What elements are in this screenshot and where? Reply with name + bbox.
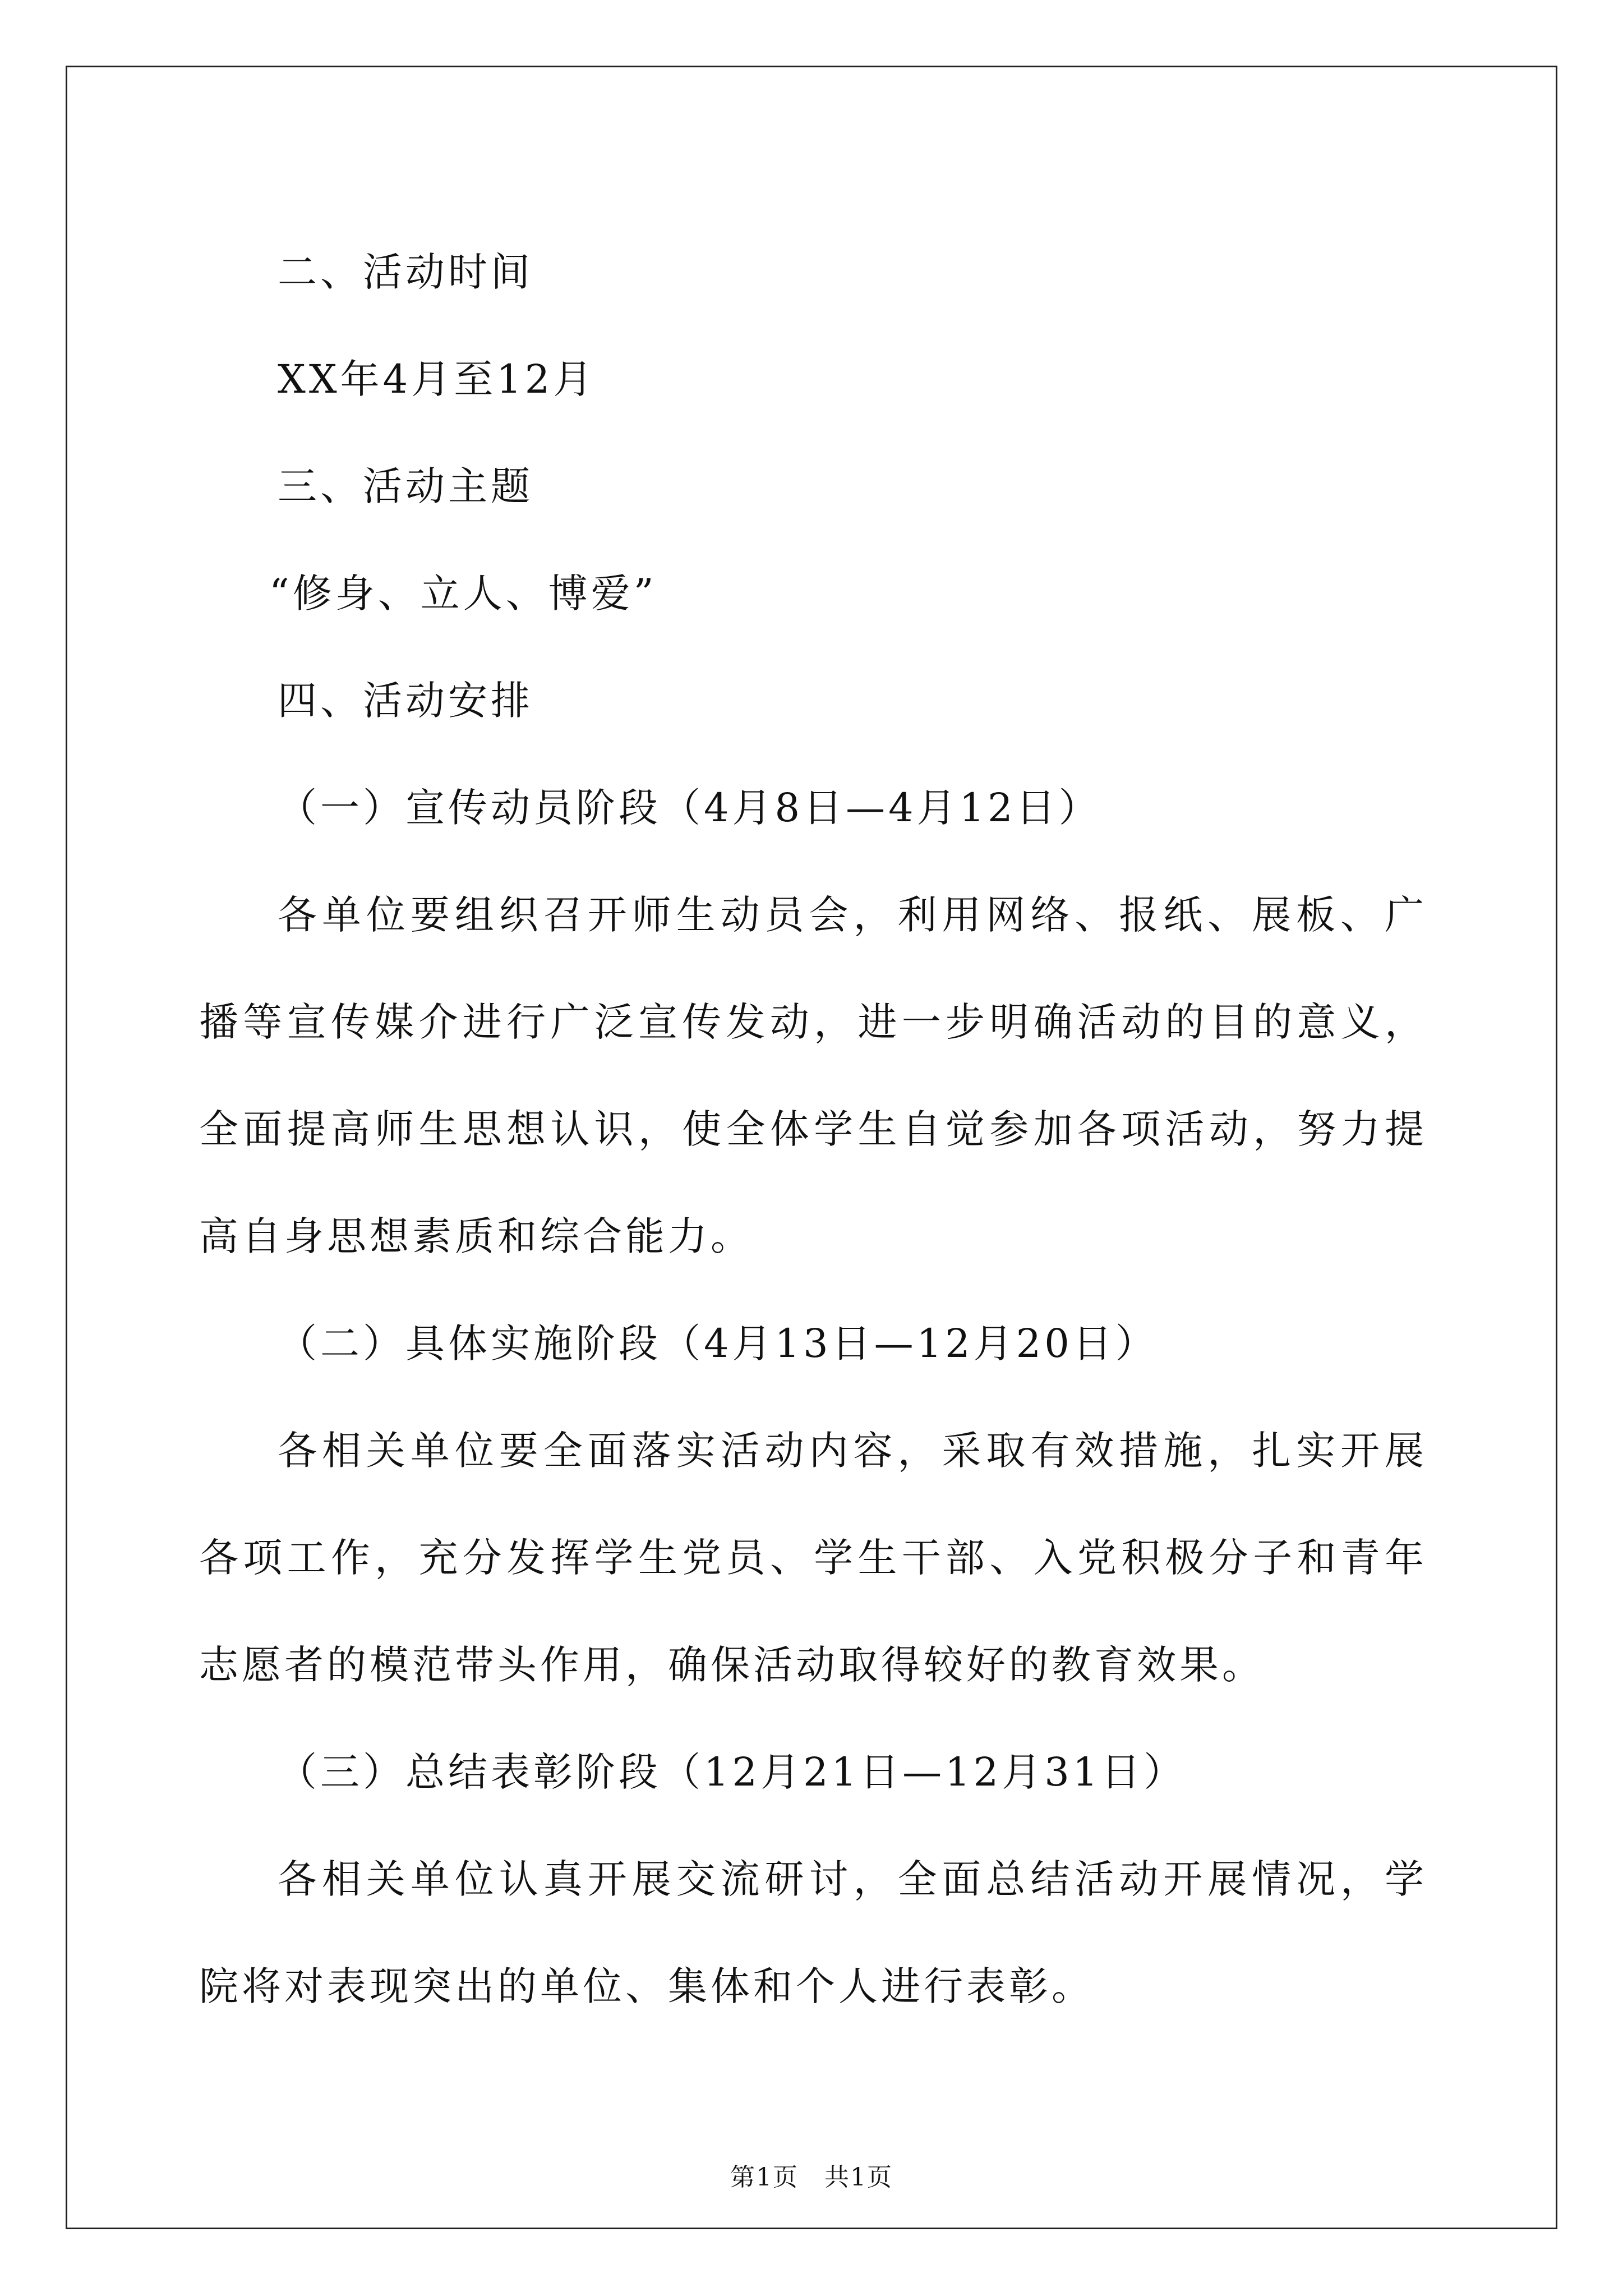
stage-1-paragraph: 各单位要组织召开师生动员会，利用网络、报纸、展板、广播等宣传媒介进行广泛宣传发动，进一步明确活动的目的意义，全面提高师生思想认识，使全体学生自觉参加各项活动，努力提高自身思想素质和综合能力。 — [199, 892, 1427, 1259]
activity-theme-value: “修身、立人、博爱” — [269, 570, 657, 616]
page-footer: 第1页 共1页 — [730, 2163, 893, 2192]
stage-1-heading: （一）宣传动员阶段（4月8日—4月12日） — [278, 785, 1101, 831]
stage-2-heading: （二）具体实施阶段（4月13日—12月20日） — [278, 1320, 1158, 1366]
section-heading-schedule: 四、活动安排 — [278, 678, 533, 724]
stage-2-paragraph: 各相关单位要全面落实活动内容，采取有效措施，扎实开展各项工作，充分发挥学生党员、学生干部、入党积极分子和青年志愿者的模范带头作用，确保活动取得较好的教育效果。 — [199, 1428, 1427, 1688]
section-heading-theme: 三、活动主题 — [278, 463, 533, 509]
document-body — [199, 219, 1427, 2040]
activity-time-value: XX年4月至12月 — [278, 356, 596, 402]
section-heading-time: 二、活动时间 — [278, 249, 533, 295]
stage-3-heading: （三）总结表彰阶段（12月21日—12月31日） — [278, 1749, 1187, 1795]
stage-3-paragraph: 各相关单位认真开展交流研讨，全面总结活动开展情况，学院将对表现突出的单位、集体和个人进行表彰。 — [199, 1856, 1427, 2009]
